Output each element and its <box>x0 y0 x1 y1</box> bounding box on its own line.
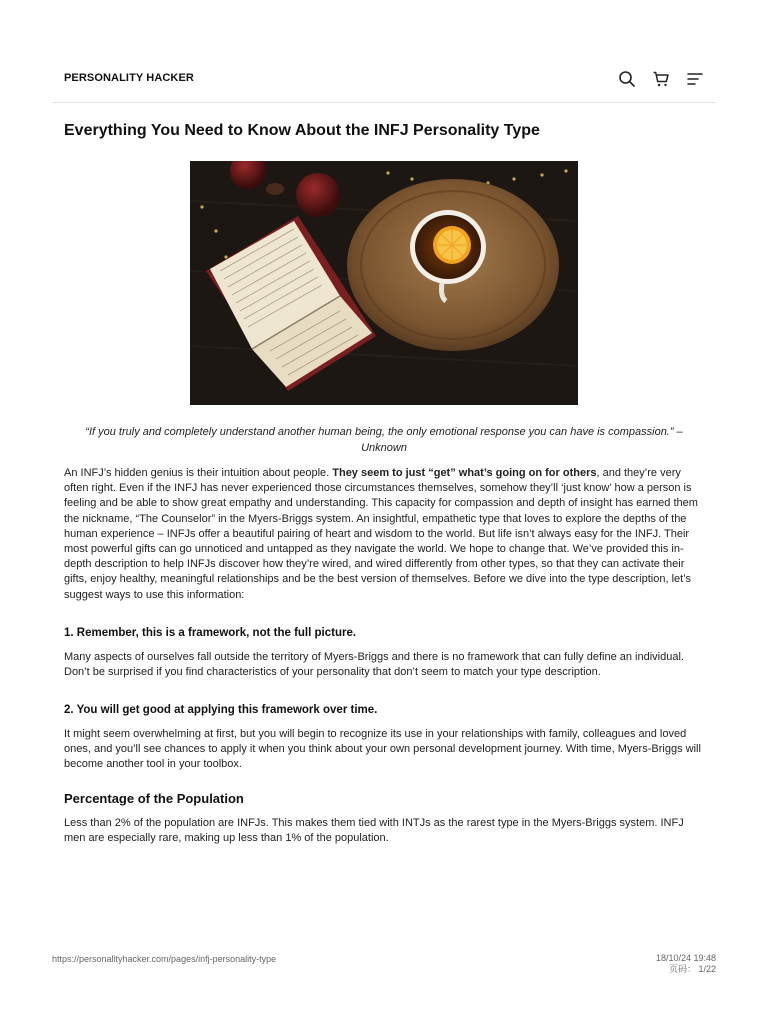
hero-image <box>190 161 578 405</box>
population-heading: Percentage of the Population <box>64 791 244 806</box>
point-1-heading: 1. Remember, this is a framework, not the full picture. <box>64 627 357 639</box>
intro-highlight: They seem to just “get” what’s going on for others <box>332 467 597 479</box>
footer-page-number: 页码： 1/22 <box>668 964 716 974</box>
intro-text-rest: , and they’re very often right. Even if the INFJ has never experienced those circumstances themselves, somehow they’ll ‘just know’ how a person is feeling and be able to show great empathy and understanding. This capacity for compassion and depth of insight has earned them the nickname, “The Counselor” in the Myers-Briggs system. An insightful, empathetic type that loves to explore the depths of the human experience – INFJs offer a beautiful pairing of heart and wisdom to the world. But life isn’t always easy for the INFJ. Their most powerful gifts can go unnoticed and untapped as they navigate the world. We hope to change that. We’ve provided this in-depth description to help INFJs discover how they’re wired, and wired differently from other types, so that they can activate their gifts, enjoy healthy, meaningful relationships and be the best version of themselves. Before we dive into the type description, let’s suggest ways to use this information: <box>64 467 698 601</box>
site-header <box>0 60 768 102</box>
population-text: Less than 2% of the population are INFJs. This makes them tied with INTJs as the rarest type in the Myers-Briggs system. INFJ men are especially rare, making up less than 1% of the population. <box>64 817 684 845</box>
article-quote: “If you truly and completely understand another human being, the only emotional response you can have is compassion.” – Unknown <box>85 426 683 454</box>
footer-datetime: 18/10/24 19:48 <box>655 953 716 963</box>
site-logo[interactable]: PERSONALITY HACKER <box>64 72 194 84</box>
intro-text-start: An INFJ’s hidden genius is their intuition about people. <box>64 467 333 479</box>
footer-meta <box>656 953 716 975</box>
header-divider <box>52 102 716 103</box>
footer-url[interactable]: https://personalityhacker.com/pages/infj-personality-type <box>52 954 277 964</box>
article-title: Everything You Need to Know About the INFJ Personality Type <box>64 122 540 139</box>
header-icons <box>618 70 704 88</box>
cart-icon[interactable] <box>652 70 670 88</box>
search-icon[interactable] <box>618 70 636 88</box>
point-2-text: It might seem overwhelming at first, but you will begin to recognize its use in your relationships with family, colleagues and loved ones, and you’ll see chances to apply it when you think about your own personal development journey. With time, Myers-Briggs will become another tool in your toolbox. <box>64 728 701 771</box>
point-2-heading: 2. You will get good at applying this framework over time. <box>64 704 378 716</box>
intro-paragraph <box>64 466 704 603</box>
menu-icon[interactable] <box>686 70 704 88</box>
point-1-text: Many aspects of ourselves fall outside the territory of Myers-Briggs and there is no framework that can fully define an individual. Don’t be surprised if you find characteristics of your personality that don’t seem to match your type description. <box>64 651 684 679</box>
